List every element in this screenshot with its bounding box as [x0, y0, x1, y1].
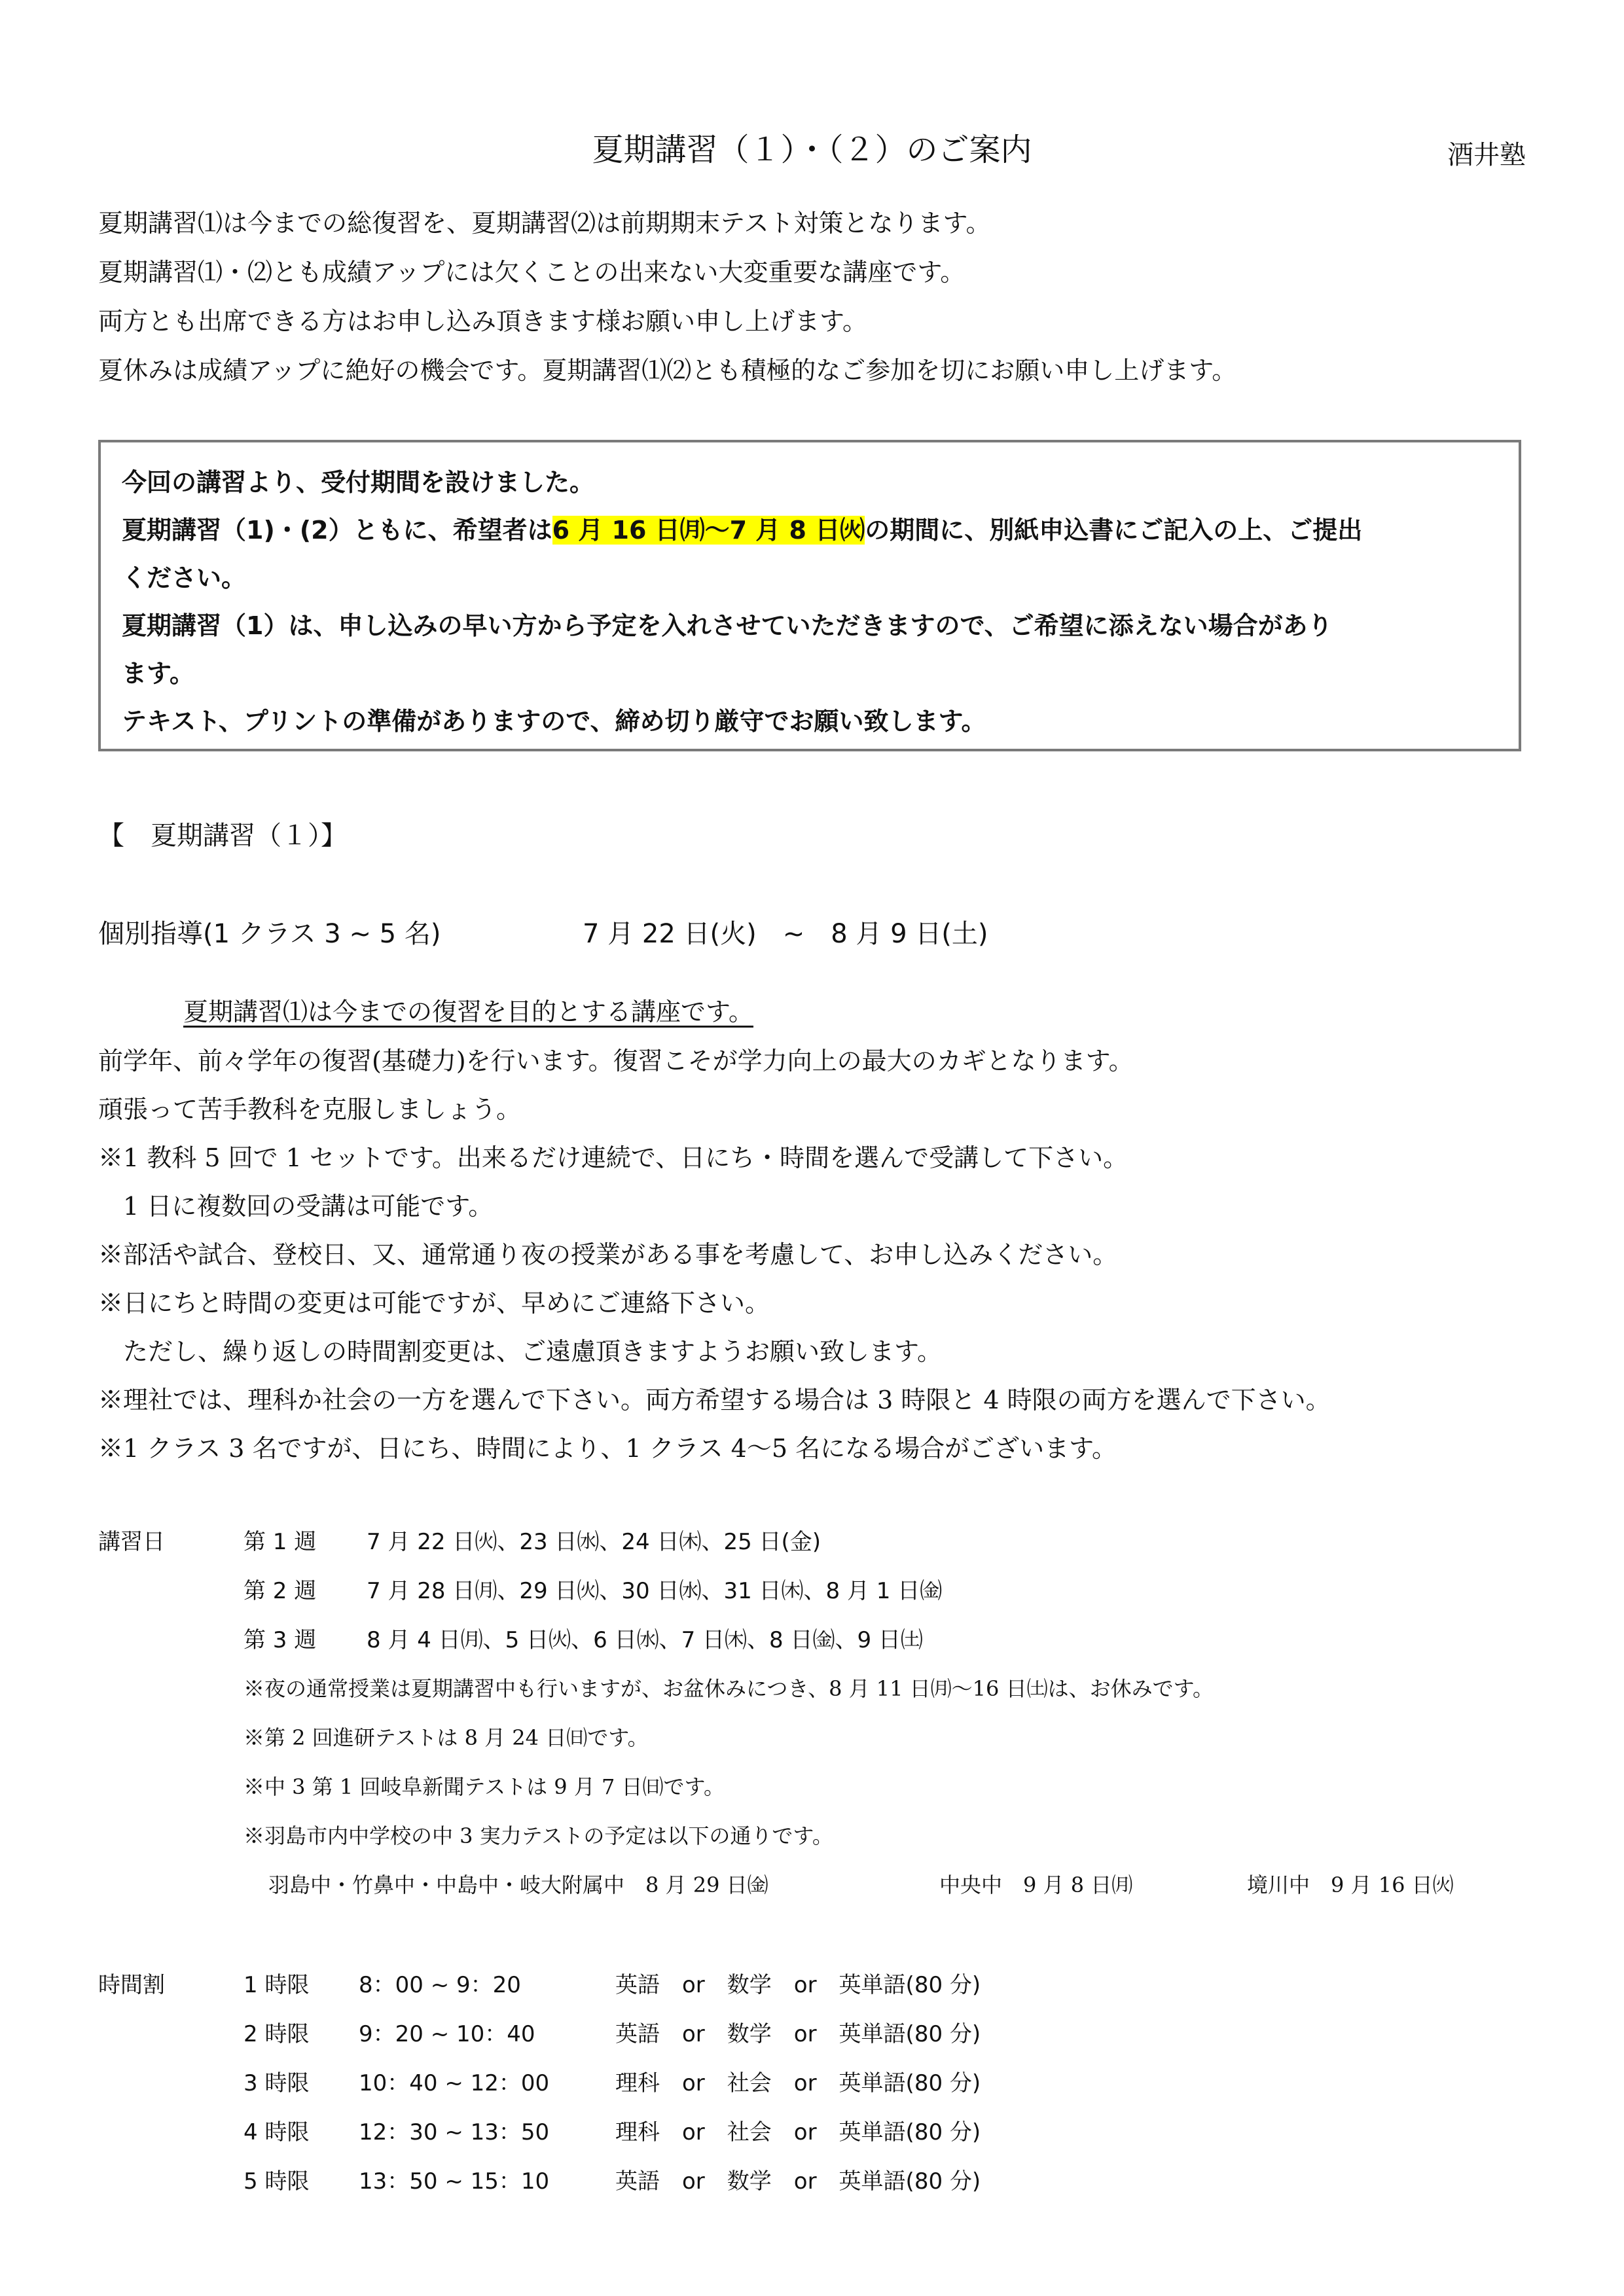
- period-label: 5 時限: [244, 2168, 310, 2195]
- notice-line: テキスト、プリントの準備がありますので、締め切り厳守でお願い致します。: [122, 707, 986, 736]
- intro-line: 夏期講習⑴・⑵とも成績アップには欠くことの出来ない大変重要な講座です。: [98, 258, 965, 287]
- detail-line: 頑張って苦手教科を克服しましょう。: [98, 1095, 522, 1124]
- schedule-note: ※中 3 第 1 回岐阜新聞テストは 9 月 7 日㈰です。: [244, 1774, 725, 1799]
- period-label: 3 時限: [244, 2070, 310, 2096]
- school-name: 酒井塾: [1447, 140, 1526, 170]
- period-time: 12：30 ~ 13：50: [359, 2119, 550, 2145]
- intro-line: 両方とも出席できる方はお申し込み頂きます様お願い申し上げます。: [98, 307, 867, 336]
- week-label: 第 1 週: [244, 1529, 317, 1555]
- notice-line: 今回の講習より、受付期間を設けました。: [122, 468, 595, 497]
- detail-line: 前学年、前々学年の復習(基礎力)を行います。復習こそが学力向上の最大のカギとなります。: [98, 1047, 1134, 1075]
- schedule-label: 講習日: [98, 1529, 165, 1555]
- detail-line: ※部活や試合、登校日、又、通常通り夜の授業がある事を考慮して、お申し込みください。: [98, 1240, 1118, 1269]
- period-label: 4 時限: [244, 2119, 310, 2145]
- notice-text: の期間に、別紙申込書にご記入の上、ご提出: [865, 516, 1363, 545]
- period-subjects: 英語 or 数学 or 英単語(80 分): [615, 2021, 981, 2047]
- week-label: 第 3 週: [244, 1627, 317, 1653]
- page-title: 夏期講習（１）・（２）のご案内: [592, 132, 1032, 168]
- notice-line: 夏期講習（1）は、申し込みの早い方から予定を入れさせていただきますので、ご希望に添えない場合があり: [122, 611, 1333, 640]
- schedule-note: ※夜の通常授業は夏期講習中も行いますが、お盆休みにつき、8 月 11 日㈪〜16 日㈯は、お休みです。: [244, 1676, 1214, 1701]
- week-label: 第 2 週: [244, 1578, 317, 1604]
- period-time: 13：50 ~ 15：10: [359, 2168, 550, 2195]
- week-dates: 7 月 22 日㈫、23 日㈬、24 日㈭、25 日(金): [367, 1529, 821, 1555]
- notice-line: ください。: [122, 564, 247, 592]
- week-dates: 7 月 28 日㈪、29 日㈫、30 日㈬、31 日㈭、8 月 1 日㈮: [367, 1578, 943, 1604]
- timetable-label: 時間割: [98, 1972, 165, 1998]
- detail-line: ※日にちと時間の変更は可能ですが、早めにご連絡下さい。: [98, 1289, 770, 1318]
- period-time: 9：20 ~ 10：40: [359, 2021, 535, 2047]
- section-heading: 【 夏期講習（１）】: [98, 821, 347, 851]
- schedule-note: ※第 2 回進研テストは 8 月 24 日㈰です。: [244, 1725, 649, 1750]
- period-label: 1 時限: [244, 1972, 310, 1998]
- deadline-highlight: 6 月 16 日㈪〜7 月 8 日㈫: [552, 516, 865, 545]
- detail-line: 1 日に複数回の受講は可能です。: [98, 1192, 494, 1221]
- notice-box: [98, 440, 1521, 751]
- test-date: 境川中 9 月 16 日㈫: [1247, 1873, 1454, 1897]
- period-subjects: 理科 or 社会 or 英単語(80 分): [615, 2070, 981, 2096]
- detail-line: ただし、繰り返しの時間割変更は、ご遠慮頂きますようお願い致します。: [98, 1337, 942, 1366]
- detail-line: ※1 クラス 3 名ですが、日にち、時間により、1 クラス 4〜5 名になる場合がございます。: [98, 1434, 1117, 1463]
- course-purpose: 夏期講習⑴は今までの復習を目的とする講座です。: [183, 997, 753, 1026]
- schedule-note: ※羽島市内中学校の中 3 実力テストの予定は以下の通りです。: [244, 1823, 833, 1848]
- period-time: 10：40 ~ 12：00: [359, 2070, 550, 2096]
- test-date: 羽島中・竹鼻中・中島中・岐大附属中 8 月 29 日㈮: [268, 1873, 768, 1897]
- period-subjects: 英語 or 数学 or 英単語(80 分): [615, 2168, 981, 2195]
- course-dates: 7 月 22 日(火) ~ 8 月 9 日(土): [583, 919, 988, 949]
- period-time: 8：00 ~ 9：20: [359, 1972, 521, 1998]
- period-label: 2 時限: [244, 2021, 310, 2047]
- week-dates: 8 月 4 日㈪、5 日㈫、6 日㈬、7 日㈭、8 日㈮、9 日㈯: [367, 1627, 923, 1653]
- intro-line: 夏休みは成績アップに絶好の機会です。夏期講習⑴⑵とも積極的なご参加を切にお願い申し上げます。: [98, 356, 1237, 385]
- test-date: 中央中 9 月 8 日㈪: [939, 1873, 1133, 1897]
- notice-text: 夏期講習（1)・(2）ともに、希望者は: [122, 516, 552, 545]
- notice-deadline-line: [122, 510, 1362, 546]
- detail-line: ※理社では、理科か社会の一方を選んで下さい。両方希望する場合は 3 時限と 4 時限の両方を選んで下さい。: [98, 1386, 1331, 1414]
- period-subjects: 英語 or 数学 or 英単語(80 分): [615, 1972, 981, 1998]
- course-label: 個別指導(1 クラス 3 ~ 5 名): [98, 919, 441, 949]
- intro-line: 夏期講習⑴は今までの総復習を、夏期講習⑵は前期期末テスト対策となります。: [98, 209, 991, 238]
- period-subjects: 理科 or 社会 or 英単語(80 分): [615, 2119, 981, 2145]
- notice-line: ます。: [122, 659, 194, 688]
- detail-line: ※1 教科 5 回で 1 セットです。出来るだけ連続で、日にち・時間を選んで受講して下さい。: [98, 1143, 1128, 1172]
